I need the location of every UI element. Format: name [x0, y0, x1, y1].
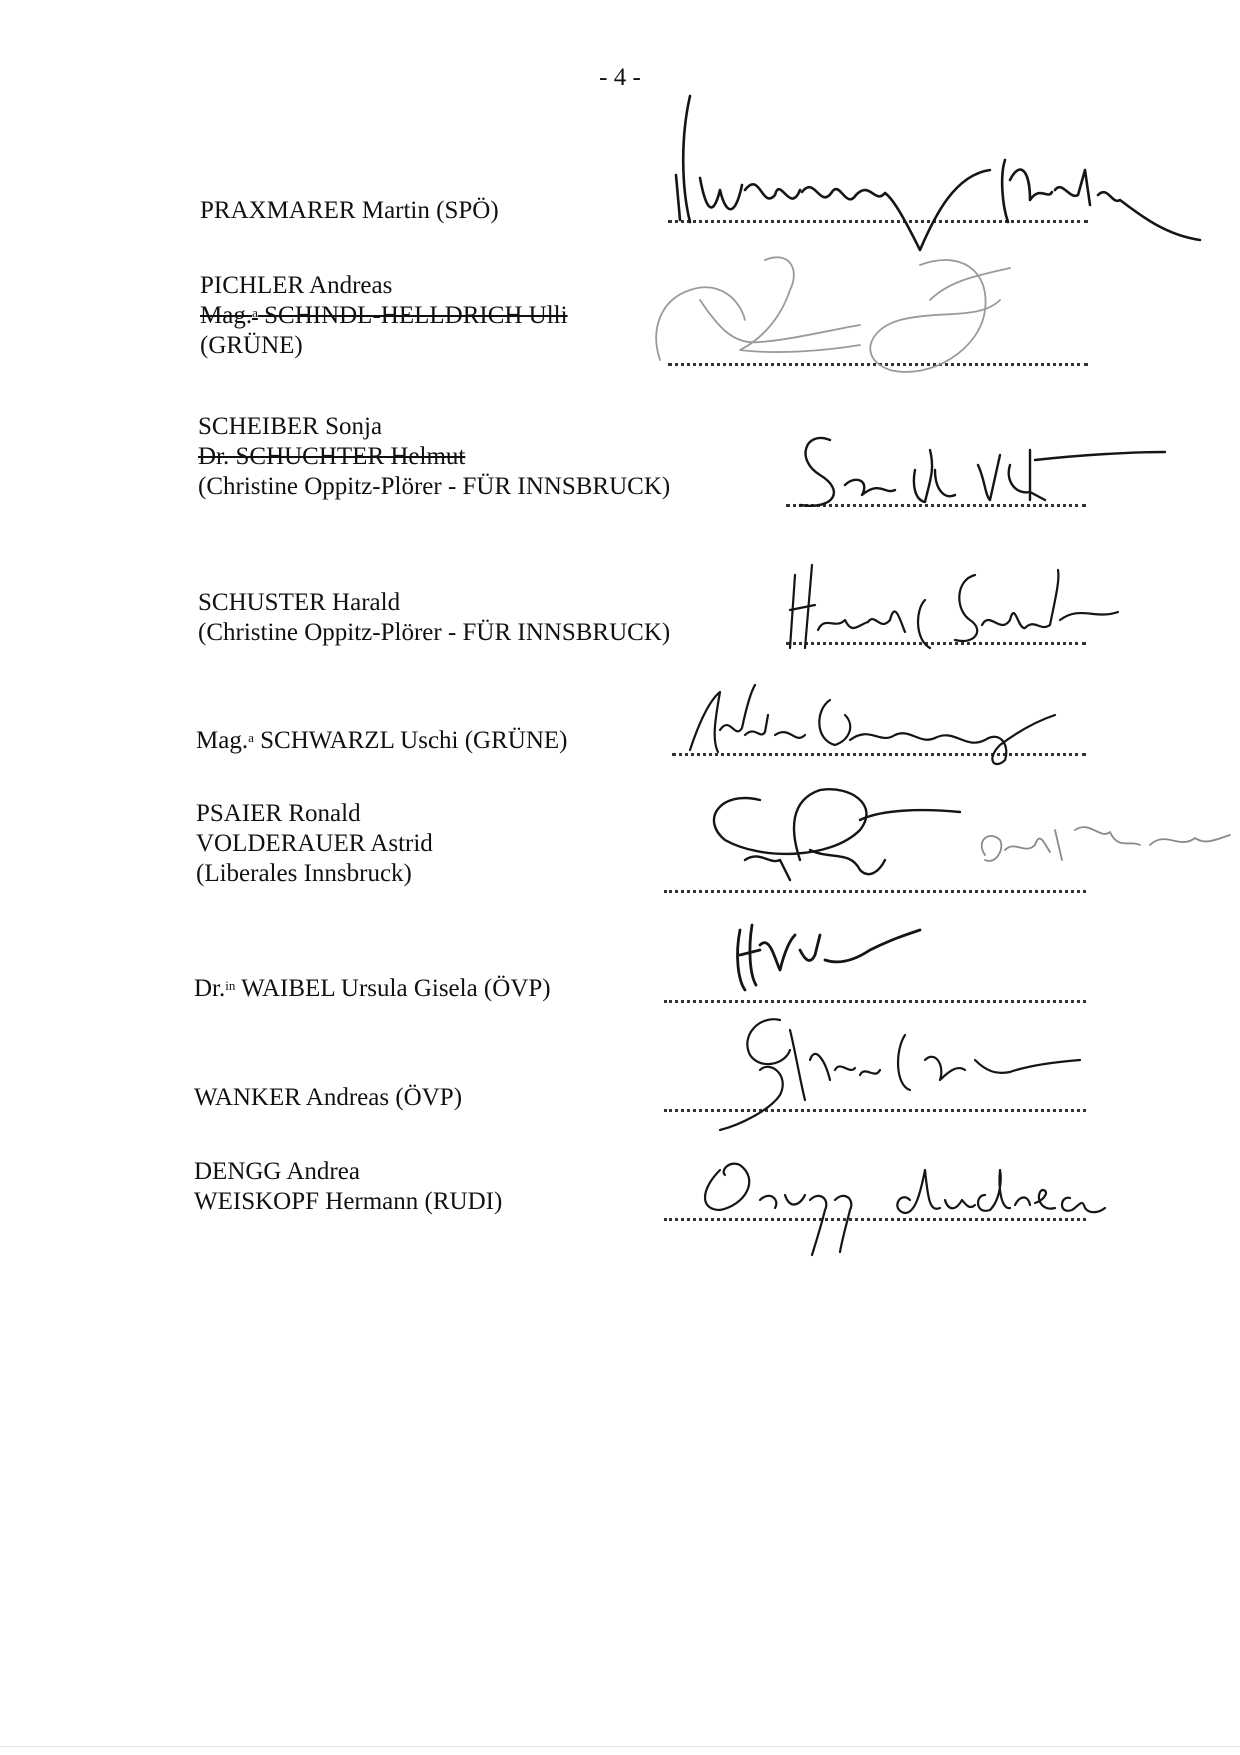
signature-line — [786, 642, 1086, 645]
signature-line — [668, 363, 1088, 366]
signature-wanker — [720, 1019, 1080, 1130]
signatory-entry-praxmarer — [200, 196, 499, 226]
signatory-name: WANKER Andreas (ÖVP) — [194, 1084, 463, 1111]
signatory-name: VOLDERAUER Astrid — [196, 830, 433, 857]
signatory-entry-waibel — [194, 974, 551, 1004]
signature-scheiber — [800, 438, 1165, 506]
signatory-name: SCHEIBER Sonja — [198, 413, 383, 440]
signature-line — [786, 504, 1086, 507]
signature-line — [668, 220, 1088, 223]
signatory-name: Dr.$^{in}$ WAIBEL Ursula Gisela (ÖVP) — [194, 975, 551, 1002]
signatory-entry-schwarzl — [196, 726, 568, 756]
signature-line — [664, 1218, 1086, 1221]
signatory-entry-dengg-weiskopf — [194, 1157, 502, 1217]
signature-pichler — [656, 257, 1010, 372]
struck-name: Dr. SCHUCHTER Helmut — [198, 443, 466, 470]
signatory-name: Mag.$^a$ SCHWARZL Uschi (GRÜNE) — [196, 727, 568, 754]
signatory-name: PSAIER Ronald — [196, 800, 361, 827]
signature-psaier — [714, 789, 960, 880]
signature-schuster — [790, 565, 1118, 648]
signatory-name: SCHUSTER Harald — [198, 589, 401, 616]
signature-waibel — [738, 925, 920, 990]
signature-line — [664, 1109, 1086, 1112]
signature-line — [664, 1000, 1086, 1003]
signature-dengg — [705, 1164, 1105, 1255]
signature-volderauer — [982, 827, 1230, 861]
page-edge — [0, 1746, 1240, 1747]
signatory-entry-scheiber — [198, 412, 670, 502]
party-label: (Christine Oppitz-Plörer - FÜR INNSBRUCK) — [198, 619, 671, 646]
party-label: (Liberales Innsbruck) — [196, 860, 412, 887]
signatory-entry-psaier-volderauer — [196, 799, 433, 889]
signatory-entry-schuster — [198, 588, 670, 648]
signature-praxmarer — [676, 96, 1200, 250]
signature-line — [664, 890, 1086, 893]
signatory-name: WEISKOPF Hermann (RUDI) — [194, 1188, 503, 1215]
signatory-name: PRAXMARER Martin (SPÖ) — [200, 197, 499, 224]
party-label: (Christine Oppitz-Plörer - FÜR INNSBRUCK) — [198, 473, 671, 500]
signature-line — [672, 753, 1086, 756]
signatory-entry-pichler — [200, 271, 568, 361]
signatory-name: DENGG Andrea — [194, 1158, 360, 1185]
signatory-entry-wanker — [194, 1083, 462, 1113]
party-label: (GRÜNE) — [200, 332, 303, 359]
signatory-name: PICHLER Andreas — [200, 272, 393, 299]
page-number: - 4 - — [599, 64, 641, 91]
struck-name: Mag.$^a$ SCHINDL-HELLDRICH Ulli — [200, 302, 568, 329]
